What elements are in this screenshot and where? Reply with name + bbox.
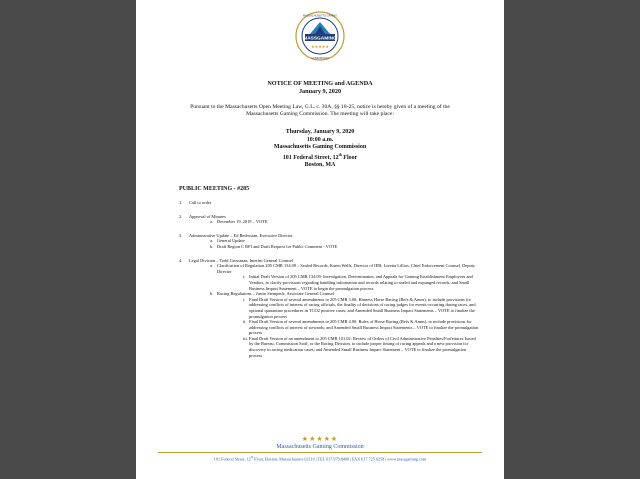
agenda-item-3: 3. Administrative Update – Ed Bedrosian, Executive Director a. General Update b. Draft Region C RFI and Draft Request for Public Comment - VOTE [179, 233, 479, 250]
agenda-subitem: a. Clarification of Regulation 205 CMR 134.09 – Sealed Records, Karen Wells, Director of IEB; Loretta Lillios, Chief Enforcement Counsel, Deputy Director [210, 263, 476, 274]
footer-org: Massachusetts Gaming Commission [276, 444, 364, 450]
notice-title-block [136, 80, 504, 96]
document-page [136, 0, 504, 479]
agenda-subitem: a. General Update [210, 238, 245, 244]
agenda-subitem: b. Racing Regulations – Justin Stempeck, Associate General Counsel [210, 291, 335, 297]
meeting-day: Thursday, January 9, 2020 [285, 129, 355, 135]
meeting-details [136, 129, 504, 170]
agenda-item-1: 1. Call to order [179, 200, 212, 205]
agenda-subsubitem: i. Final Draft Version of several amendments to 205 CMR 3.00: Harness Horse Racing (Refs & Amns), to include provisions for addressing conflicts of interest of racing officials, the finality of decisions of racing judges for events occurring during races, and optional quarantine procedures in TCO2 positive cases; and Amended Small Business Impact Statements – VOTE to finalize the promulgation process [243, 296, 476, 319]
agenda-subsubitem: iii. Final Draft Version of an amendment to 205 CMR 101.02: Review of Orders of Civil Administrative Penalties/Forfeitures Issued by the Bureau, Commission Staff, or the Racing Division, to include proper timing of racing appeals and a new provision for discovery in racing medication cases; and Amended Small Business Impact Statement – VOTE to finalize the promulgation process [243, 335, 476, 358]
svg-text:★★★★★: ★★★★★ [311, 44, 329, 49]
meeting-address: 101 Federal Street, 12th Floor [282, 152, 358, 161]
meeting-org: Massachusetts Gaming Commission [273, 144, 367, 151]
agenda-subitem: a. December 19, 2019 – VOTE [210, 219, 268, 225]
notice-title: NOTICE OF MEETING and AGENDA [267, 80, 373, 87]
meeting-city: Boston, MA [304, 162, 336, 169]
meeting-time: 10:00 a.m. [306, 136, 334, 143]
footer-divider [158, 452, 482, 453]
agenda-subitem: b. Draft Region C RFI and Draft Request for Public Comment - VOTE [210, 243, 338, 249]
logo-ring-top: MASSACHUSETTS GAMING [302, 14, 338, 18]
agenda-item-4: 4. Legal Division – Todd Grossman, Interim General Counsel a. Clarification of Regulation 205 CMR 134.09 – Sealed Records, Karen Wells, Director of IEB; Loretta Lillios, Chief Enforcement Counsel, Deputy Director i. Initial Draft Version of 205 CMR 134.09: Investigation, Determination, and Appeals for Gaming Establishment Employees and Vendors, to clarify provisions regarding handling information and records relating to sealed and expunged records; and Small Business Impact Statement – VOTE to begin the promulgation process b. Racing Regulations – Justin Stempeck, Associate General Counsel i. Final Draft Version of several amendments to 205 CMR 3.00: Harness Horse Racing (Refs & Amns), to include provisions for addressing conflicts of interest of racing officials, the finality of decisions of racing judges for events occurring during races, and optional quarantine procedures in TCO2 positive cases; and Amended Small Business Impact Statements – VOTE to finalize the promulgation process ii. Final Draft Version of several amendments to 205 CMR 4.00: Rules of Horse Racing (Refs & Amns), to include provisions for addressing conflicts of interest of stewards; and Amended Small Business Impact Statements – VOTE to finalize the promulgation process iii. Final Draft Version of an amendment to 205 CMR 101.02: Review of Orders of Civil Administrative Penalties/Forfeitures Issued by the Bureau, Commission Staff, or the Racing Division, to include proper timing of racing appeals and a new provision for discovery in racing medication cases; and Amended Small Business Impact Statement – VOTE to finalize the promulgation process [179, 257, 479, 358]
massgaming-seal-logo [294, 10, 346, 62]
footer-address: 101 Federal Street, 12th Floor, Boston, Massachusetts 02110 | TEL 617.979.8400 | FAX 617.725.0258 | www.massgaming.com [213, 455, 427, 462]
notice-date: January 9, 2020 [298, 88, 342, 95]
intro-paragraph: Pursuant to the Massachusetts Open Meeting Law, G.L. c. 30A, §§ 18-25, notice is hereby given of a meeting of the Massachusetts Gaming Commission. The meeting will take place: [190, 104, 450, 117]
logo-wordmark: MASSGAMING [303, 36, 337, 42]
agenda-list [179, 200, 479, 358]
logo-ring-bottom: COMMISSION [311, 57, 329, 60]
agenda-subsubitem: i. Initial Draft Version of 205 CMR 134.09: Investigation, Determination, and Appeals for Gaming Establishment Employees and Vendors, to clarify provisions regarding handling information and records relating to sealed and expunged records; and Small Business Impact Statement – VOTE to begin the promulgation process [243, 274, 473, 291]
agenda-item-2: 2. Approval of Minutes a. December 19, 2019 – VOTE [179, 214, 479, 225]
footer-stars: ★★★★★ [301, 435, 339, 443]
section-title: PUBLIC MEETING - #285 [179, 186, 250, 192]
agenda-subsubitem: ii. Final Draft Version of several amendments to 205 CMR 4.00: Rules of Horse Racing (Refs & Amns), to include provisions for addressing conflicts of interest of stewards; and Amended Small Business Impact Statements – VOTE to finalize the promulgation process [243, 319, 479, 336]
